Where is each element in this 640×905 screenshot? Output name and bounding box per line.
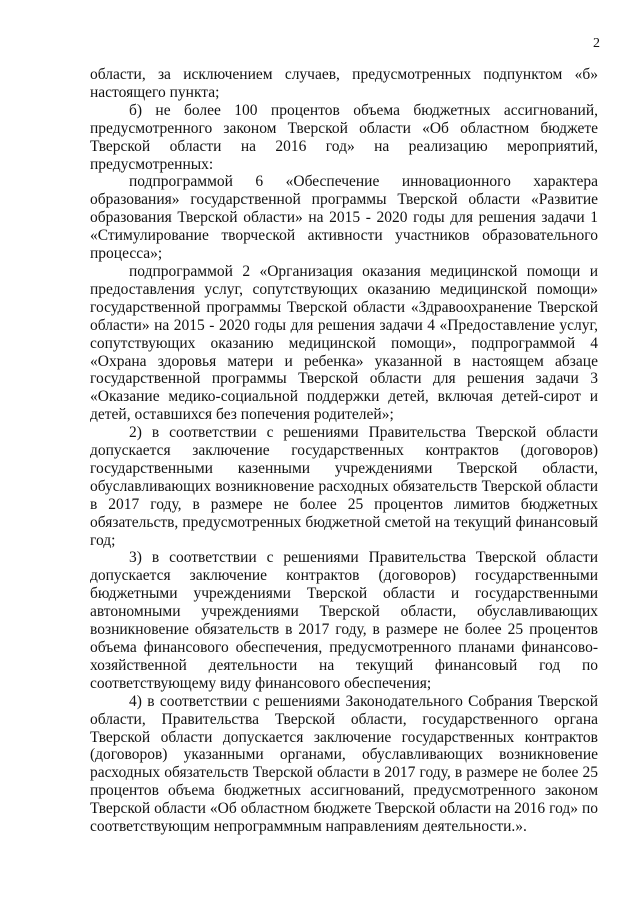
paragraph-item-3: 3) в соответствии с решениями Правительства Тверской области допускается заключение контрактов (договоров) государственными бюджетными учреждениями Тверской области и государственными автономными учреждениями Тверской области, обуславливающих возникновение обязательств в 2017 году, в размере не более 25 процентов объема финансового обеспечения, предусмотренного планами финансово-хозяйственной деятельности на текущий финансовый год по соответствующему виду финансового обеспечения; [90, 549, 598, 692]
document-body [90, 66, 598, 836]
paragraph-continuation: области, за исключением случаев, предусмотренных подпунктом «б» настоящего пункта; [90, 66, 598, 101]
paragraph-item-b: б) не более 100 процентов объема бюджетных ассигнований, предусмотренного законом Тверской области «Об областном бюджете Тверской области на 2016 год» на реализацию мероприятий, предусмотренных: [90, 101, 598, 173]
paragraph-subprogram-6: подпрограммой 6 «Обеспечение инновационного характера образования» государственной программы Тверской области «Развитие образования Тверской области» на 2015 - 2020 годы для решения задачи 1 «Стимулирование творческой активности участников образовательного процесса»; [90, 173, 598, 263]
paragraph-item-4: 4) в соответствии с решениями Законодательного Собрания Тверской области, Правительства Тверской области, государственного органа Тверской области допускается заключение государственных контрактов (договоров) указанными органами, обуславливающих возникновение расходных обязательств Тверской области в 2017 году, в размере не более 25 процентов объема бюджетных ассигнований, предусмотренного законом Тверской области «Об областном бюджете Тверской области на 2016 год» по соответствующим непрограммным направлениям деятельности.». [90, 692, 598, 836]
page-number: 2 [593, 36, 600, 51]
paragraph-subprogram-2: подпрограммой 2 «Организация оказания медицинской помощи и предоставления услуг, сопутствующих оказанию медицинской помощи» государственной программы Тверской области «Здравоохранение Тверской области» на 2015 - 2020 годы для решения задачи 4 «Предоставление услуг, сопутствующих оказанию медицинской помощи», подпрограммой 4 «Охрана здоровья матери и ребенка» указанной в настоящем абзаце государственной программы Тверской области для решения задачи 3 «Оказание медико-социальной поддержки детей, включая детей-сирот и детей, оставшихся без попечения родителей»; [90, 262, 598, 424]
paragraph-item-2: 2) в соответствии с решениями Правительства Тверской области допускается заключение государственных контрактов (договоров) государственными казенными учреждениями Тверской области, обуславливающих возникновение расходных обязательств Тверской области в 2017 году, в размере не более 25 процентов лимитов бюджетных обязательств, предусмотренных бюджетной сметой на текущий финансовый год; [90, 424, 598, 549]
